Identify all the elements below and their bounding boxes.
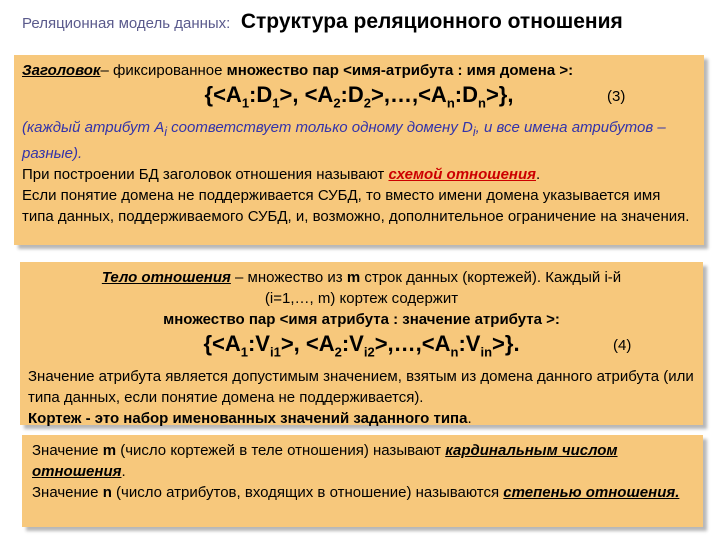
formula-number: (4) bbox=[613, 337, 632, 354]
formula-part: >}, bbox=[485, 82, 514, 107]
formula-part: :V bbox=[247, 331, 270, 356]
formula-sub: n bbox=[450, 344, 459, 360]
term-header: Заголовок bbox=[22, 62, 101, 79]
formula-4 bbox=[28, 330, 695, 366]
formula-part: :D bbox=[340, 82, 364, 107]
formula-sub: i1 bbox=[269, 344, 281, 360]
note-sub: i bbox=[472, 125, 476, 140]
definition-text: – фиксированное bbox=[100, 62, 227, 79]
tuple-definition: Кортеж - это набор именованных значений заданного типа bbox=[28, 410, 468, 428]
body-definition-line2: (i=1,…, m) кортеж содержит bbox=[264, 290, 459, 307]
term-schema: схемой отношения bbox=[388, 166, 536, 184]
domain-paragraph: Если понятие домена не поддерживается СУБД, то вместо имени домена указывается имя типа данных, поддерживаемого СУБД, и, возможно, дополнительное ограничение на значения. bbox=[22, 187, 690, 226]
formula-sub: 1 bbox=[240, 344, 248, 360]
formula-sub: i2 bbox=[363, 344, 375, 360]
formula-3 bbox=[22, 81, 696, 117]
definition-text: – множество из bbox=[230, 269, 347, 286]
formula-part: >, <A bbox=[279, 82, 334, 107]
formula-sub: 2 bbox=[334, 344, 342, 360]
definition-text: строк данных (кортежей). Каждый i-й bbox=[360, 269, 622, 286]
formula-part: >, <A bbox=[280, 331, 335, 356]
term-degree: степенью отношения. bbox=[503, 484, 680, 501]
body-definition-set: множество пар <имя атрибута : значение атрибута >: bbox=[163, 311, 560, 328]
formula-sub: n bbox=[446, 95, 455, 111]
header-definition bbox=[22, 60, 696, 81]
slide-header bbox=[22, 10, 623, 34]
var-n: n bbox=[102, 484, 112, 501]
cardinality-paragraph bbox=[32, 440, 693, 482]
formula-part: {<A bbox=[204, 82, 242, 107]
paragraph-text: . bbox=[121, 463, 126, 480]
header-title: Структура реляционного отношения bbox=[240, 10, 623, 33]
formula-sub: in bbox=[480, 344, 493, 360]
formula-part: >,…,<A bbox=[371, 82, 447, 107]
attribute-note bbox=[22, 117, 696, 164]
note-text: соответствует только одному домену D bbox=[167, 119, 473, 137]
schema-paragraph bbox=[22, 164, 696, 185]
formula-part: {<A bbox=[203, 331, 241, 356]
formula-sub: 2 bbox=[333, 95, 341, 111]
paragraph-text: (число атрибутов, входящих в отношение) называются bbox=[111, 484, 504, 501]
paragraph-text: . bbox=[536, 166, 541, 184]
paragraph-text: Значение bbox=[32, 484, 103, 501]
note-sub: i bbox=[164, 125, 167, 140]
formula-sub: 2 bbox=[363, 95, 371, 111]
relation-body-block bbox=[20, 262, 703, 428]
formula-number: (3) bbox=[607, 88, 626, 105]
paragraph-text: Значение bbox=[32, 442, 103, 459]
formula-sub: 1 bbox=[272, 95, 280, 111]
formula-part: >}. bbox=[492, 331, 520, 356]
value-paragraph: Значение атрибута является допустимым значением, взятым из домена данного атрибута (или типа данных, если понятие домена не поддерживается). bbox=[28, 368, 694, 407]
relation-header-block bbox=[14, 55, 704, 245]
term-cardinality: кардинальным числом отношения bbox=[32, 442, 618, 480]
formula-part: :D bbox=[454, 82, 478, 107]
body-definition bbox=[28, 267, 695, 288]
cardinality-degree-block bbox=[22, 435, 703, 527]
note-text: (каждый атрибут A bbox=[22, 119, 165, 137]
definition-set: множество пар <имя-атрибута : имя домена >: bbox=[226, 62, 574, 79]
note-text: , и все имена атрибутов – разные). bbox=[22, 119, 666, 163]
formula-sub: 1 bbox=[241, 95, 250, 111]
formula-part: :D bbox=[249, 82, 273, 107]
formula-part: >,…,<A bbox=[374, 331, 451, 356]
var-m: m bbox=[346, 269, 361, 286]
paragraph-text: При построении БД заголовок отношения называют bbox=[22, 166, 389, 184]
paragraph-text: (число кортежей в теле отношения) называют bbox=[116, 442, 446, 459]
var-m: m bbox=[102, 442, 117, 459]
term-body: Тело отношения bbox=[101, 269, 231, 286]
degree-paragraph bbox=[32, 482, 693, 503]
tuple-paragraph bbox=[28, 408, 695, 429]
formula-part: :V bbox=[341, 331, 364, 356]
formula-sub: n bbox=[477, 95, 486, 111]
paragraph-text: . bbox=[467, 410, 472, 428]
header-subtitle: Реляционная модель данных: bbox=[22, 15, 231, 32]
formula-part: :V bbox=[458, 331, 481, 356]
